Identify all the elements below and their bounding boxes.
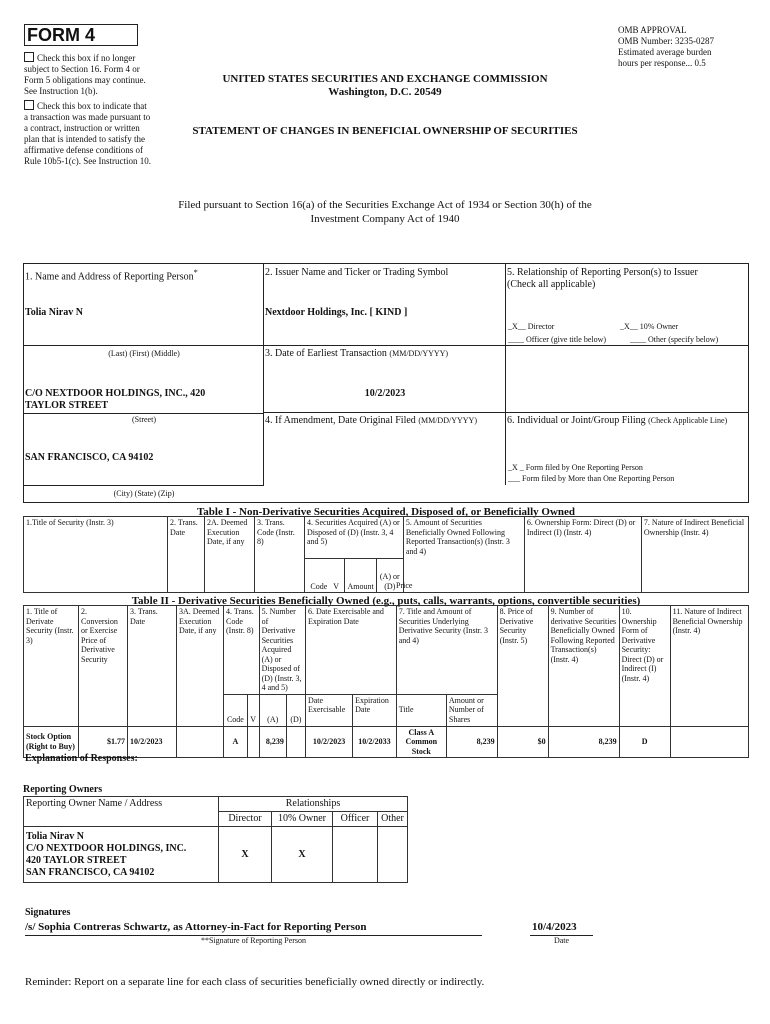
ro-other-header: Other [378, 812, 408, 827]
owner-line: SAN FRANCISCO, CA 94102 [26, 866, 155, 878]
t2-r-title: Class A Common Stock [396, 726, 446, 758]
t1-aord: (A) or (D) [376, 559, 403, 593]
owner-line: C/O NEXTDOOR HOLDINGS, INC. [26, 842, 187, 854]
box4-label: 4. If Amendment, Date Original Filed (MM/DD/YYYY) [265, 415, 477, 426]
t2-h3: 3. Trans. Date [128, 606, 177, 727]
statement-title: STATEMENT OF CHANGES IN BENEFICIAL OWNERSHIP OF SECURITIES [192, 125, 578, 137]
other-option[interactable]: ____ Other (specify below) [630, 335, 719, 344]
check-box-section16[interactable]: Check this box if no longer subject to Section 16. Form 4 or Form 5 obligations may continue. See Instruction 1(b). [24, 53, 146, 96]
ro-director-mark: X [219, 827, 272, 883]
filed-pursuant [120, 198, 650, 226]
owner-line: Tolia Nirav N [26, 830, 84, 842]
omb-line: Estimated average burden [618, 47, 712, 57]
t2-r-a: 8,239 [259, 726, 286, 758]
t1-amount: Amount [345, 559, 376, 593]
ro-name-header: Reporting Owner Name / Address [24, 797, 219, 827]
t2-r-d [286, 726, 305, 758]
box3-label: 3. Date of Earliest Transaction (MM/DD/YYYY) [265, 348, 449, 359]
officer-option[interactable]: ____ Officer (give title below) [508, 335, 607, 344]
t2-title: Title [396, 694, 446, 726]
table2 [23, 605, 749, 758]
t2-date-ex: Date Exercisable [305, 694, 352, 726]
t1-code [305, 559, 345, 593]
checkbox-icon[interactable] [24, 100, 34, 110]
t1-code-text: Code [310, 581, 328, 591]
agency-line: UNITED STATES SECURITIES AND EXCHANGE COMMISSION [222, 73, 548, 85]
t2-h6: 6. Date Exercisable and Expiration Date [305, 606, 396, 695]
ro-director-header: Director [219, 812, 272, 827]
owner-line: 420 TAYLOR STREET [26, 854, 127, 866]
reporting-owners-heading: Reporting Owners [23, 784, 103, 795]
box5-line: (Check all applicable) [507, 279, 596, 290]
street-caption: (Street) [132, 415, 156, 424]
table-row [24, 827, 408, 883]
table2-title: Table II - Derivative Securities Beneficially Owned (e.g., puts, calls, warrants, options, convertible securities) [131, 595, 641, 607]
street-line: TAYLOR STREET [25, 400, 109, 411]
box2-label: 2. Issuer Name and Ticker or Trading Symbol [265, 267, 449, 278]
checkbox-icon[interactable] [24, 52, 34, 62]
filed-line: Filed pursuant to Section 16(a) of the Securities Exchange Act of 1934 or Section 30(h) of the [178, 199, 592, 211]
t2-h8: 8. Price of Derivative Security (Instr. 5) [497, 606, 548, 727]
filing-option-group[interactable]: ___ Form filed by More than One Reporting Person [508, 474, 675, 483]
omb-approval [618, 25, 748, 69]
box5-line: 5. Relationship of Reporting Person(s) to Issuer [507, 267, 698, 278]
t1-h2a: 2A. Deemed Execution Date, if any [205, 517, 255, 593]
t1-h2: 2. Trans. Date [168, 517, 205, 593]
reporting-owners-table [23, 796, 408, 883]
ro-officer-header: Officer [333, 812, 378, 827]
box6-label: 6. Individual or Joint/Group Filing (Check Applicable Line) [507, 415, 728, 426]
t2-r-amount: 8,239 [446, 726, 497, 758]
reminder: Reminder: Report on a separate line for each class of securities beneficially owned directly or indirectly. [25, 976, 485, 988]
table1-title: Table I - Non-Derivative Securities Acquired, Disposed of, or Beneficially Owned [196, 506, 576, 518]
t2-h2: 2. Conversion or Exercise Price of Derivative Security [79, 606, 128, 727]
t2-r-date: 10/2/2023 [128, 726, 177, 758]
filing-option-one[interactable]: _X _ Form filed by One Reporting Person [508, 463, 643, 472]
ro-rel-header: Relationships [219, 797, 408, 812]
agency-line: Washington, D.C. 20549 [328, 86, 442, 98]
signer-caption: **Signature of Reporting Person [200, 936, 307, 945]
t1-v-text: V [333, 581, 340, 591]
reporting-person-name: Tolia Nirav N [25, 307, 83, 318]
t2-r-owned: 8,239 [548, 726, 619, 758]
check-box-10b5-1[interactable]: Check this box to indicate that a transaction was made pursuant to a contract, instruction or written plan that is intended to satisfy the affirmative defense conditions of Rule 10b5-1(c). See Instruction 10. [24, 101, 151, 166]
t2-r-deriv-price: $0 [497, 726, 548, 758]
t2-code: Code [224, 694, 248, 726]
omb-line: OMB Number: 3235-0287 [618, 36, 714, 46]
asterisk: * [193, 268, 198, 277]
ro-officer-mark [333, 827, 378, 883]
director-option[interactable]: _X__ Director [508, 322, 555, 331]
omb-line: OMB APPROVAL [618, 25, 687, 35]
agency-name [160, 73, 610, 99]
t2-r-v [247, 726, 259, 758]
t1-h4: 4. Securities Acquired (A) or Disposed of (D) (Instr. 3, 4 and 5) [305, 517, 404, 559]
box1-label: 1. Name and Address of Reporting Person* [25, 268, 198, 283]
ro-other-mark [378, 827, 408, 883]
t2-h10: 10. Ownership Form of Derivative Security: Direct (D) or Indirect (I) (Instr. 4) [619, 606, 670, 727]
t2-amount: Amount or Number of Shares [446, 694, 497, 726]
signatures-heading: Signatures [25, 907, 71, 918]
t2-r-code: A [224, 726, 248, 758]
t2-h3a: 3A. Deemed Execution Date, if any [177, 606, 224, 727]
t2-h4: 4. Trans. Code (Instr. 8) [224, 606, 260, 695]
street-line: C/O NEXTDOOR HOLDINGS, INC., 420 [25, 388, 206, 399]
name-caption: (Last) (First) (Middle) [108, 349, 180, 358]
t1-price: Price [396, 581, 413, 590]
filed-line: Investment Company Act of 1940 [310, 213, 460, 225]
form-title: FORM 4 [27, 25, 96, 45]
ro-ten-header: 10% Owner [272, 812, 333, 827]
earliest-transaction-date: 10/2/2023 [364, 388, 406, 399]
t2-r-exp: 10/2/2033 [353, 726, 397, 758]
ro-ten-mark: X [272, 827, 333, 883]
t2-d: (D) [286, 694, 305, 726]
ro-owner [24, 827, 219, 883]
table1 [23, 516, 749, 593]
t2-exp: Expiration Date [353, 694, 397, 726]
t1-h3: 3. Trans. Code (Instr. 8) [255, 517, 305, 593]
t2-v: V [247, 694, 259, 726]
t2-h11: 11. Nature of Indirect Beneficial Ownership (Instr. 4) [670, 606, 748, 727]
t2-h7: 7. Title and Amount of Securities Underlying Derivative Security (Instr. 3 and 4) [396, 606, 497, 695]
signer-name: /s/ Sophia Contreras Schwartz, as Attorney-in-Fact for Reporting Person [25, 921, 367, 933]
t2-r-form: D [619, 726, 670, 758]
t2-a: (A) [259, 694, 286, 726]
city-state-zip: SAN FRANCISCO, CA 94102 [25, 452, 154, 463]
t2-r-date-ex: 10/2/2023 [305, 726, 352, 758]
t1-h7: 7. Nature of Indirect Beneficial Ownership (Instr. 4) [641, 517, 748, 593]
issuer-name: Nextdoor Holdings, Inc. [ KIND ] [265, 307, 408, 318]
t2-h9: 9. Number of derivative Securities Beneficially Owned Following Reported Transaction(s) (Instr. 4) [548, 606, 619, 727]
signature-date: 10/4/2023 [532, 921, 577, 933]
t2-h1: 1. Title of Derivate Security (Instr. 3) [24, 606, 79, 727]
date-caption: Date [553, 936, 570, 945]
ten-percent-option[interactable]: _X__ 10% Owner [620, 322, 679, 331]
city-caption: (City) (State) (Zip) [113, 489, 175, 498]
explanation-label: Explanation of Responses: [25, 753, 138, 764]
t1-h1: 1.Title of Security (Instr. 3) [24, 517, 168, 593]
street-address [25, 388, 205, 412]
t2-h5: 5. Number of Derivative Securities Acquired (A) or Disposed of (D) (Instr. 3, 4 and 5) [259, 606, 305, 695]
t1-h5: 5. Amount of Securities Beneficially Owned Following Reported Transaction(s) (Instr. 3 and 4) [403, 517, 524, 593]
t2-r-deemed [177, 726, 224, 758]
t2-r-price: $1.77 [79, 726, 128, 758]
t2-r-security: Stock Option (Right to Buy) [24, 726, 79, 758]
t1-h6: 6. Ownership Form: Direct (D) or Indirect (I) (Instr. 4) [524, 517, 641, 593]
box5-label [507, 267, 745, 291]
omb-line: hours per response... 0.5 [618, 58, 706, 68]
t2-r-nature [670, 726, 748, 758]
